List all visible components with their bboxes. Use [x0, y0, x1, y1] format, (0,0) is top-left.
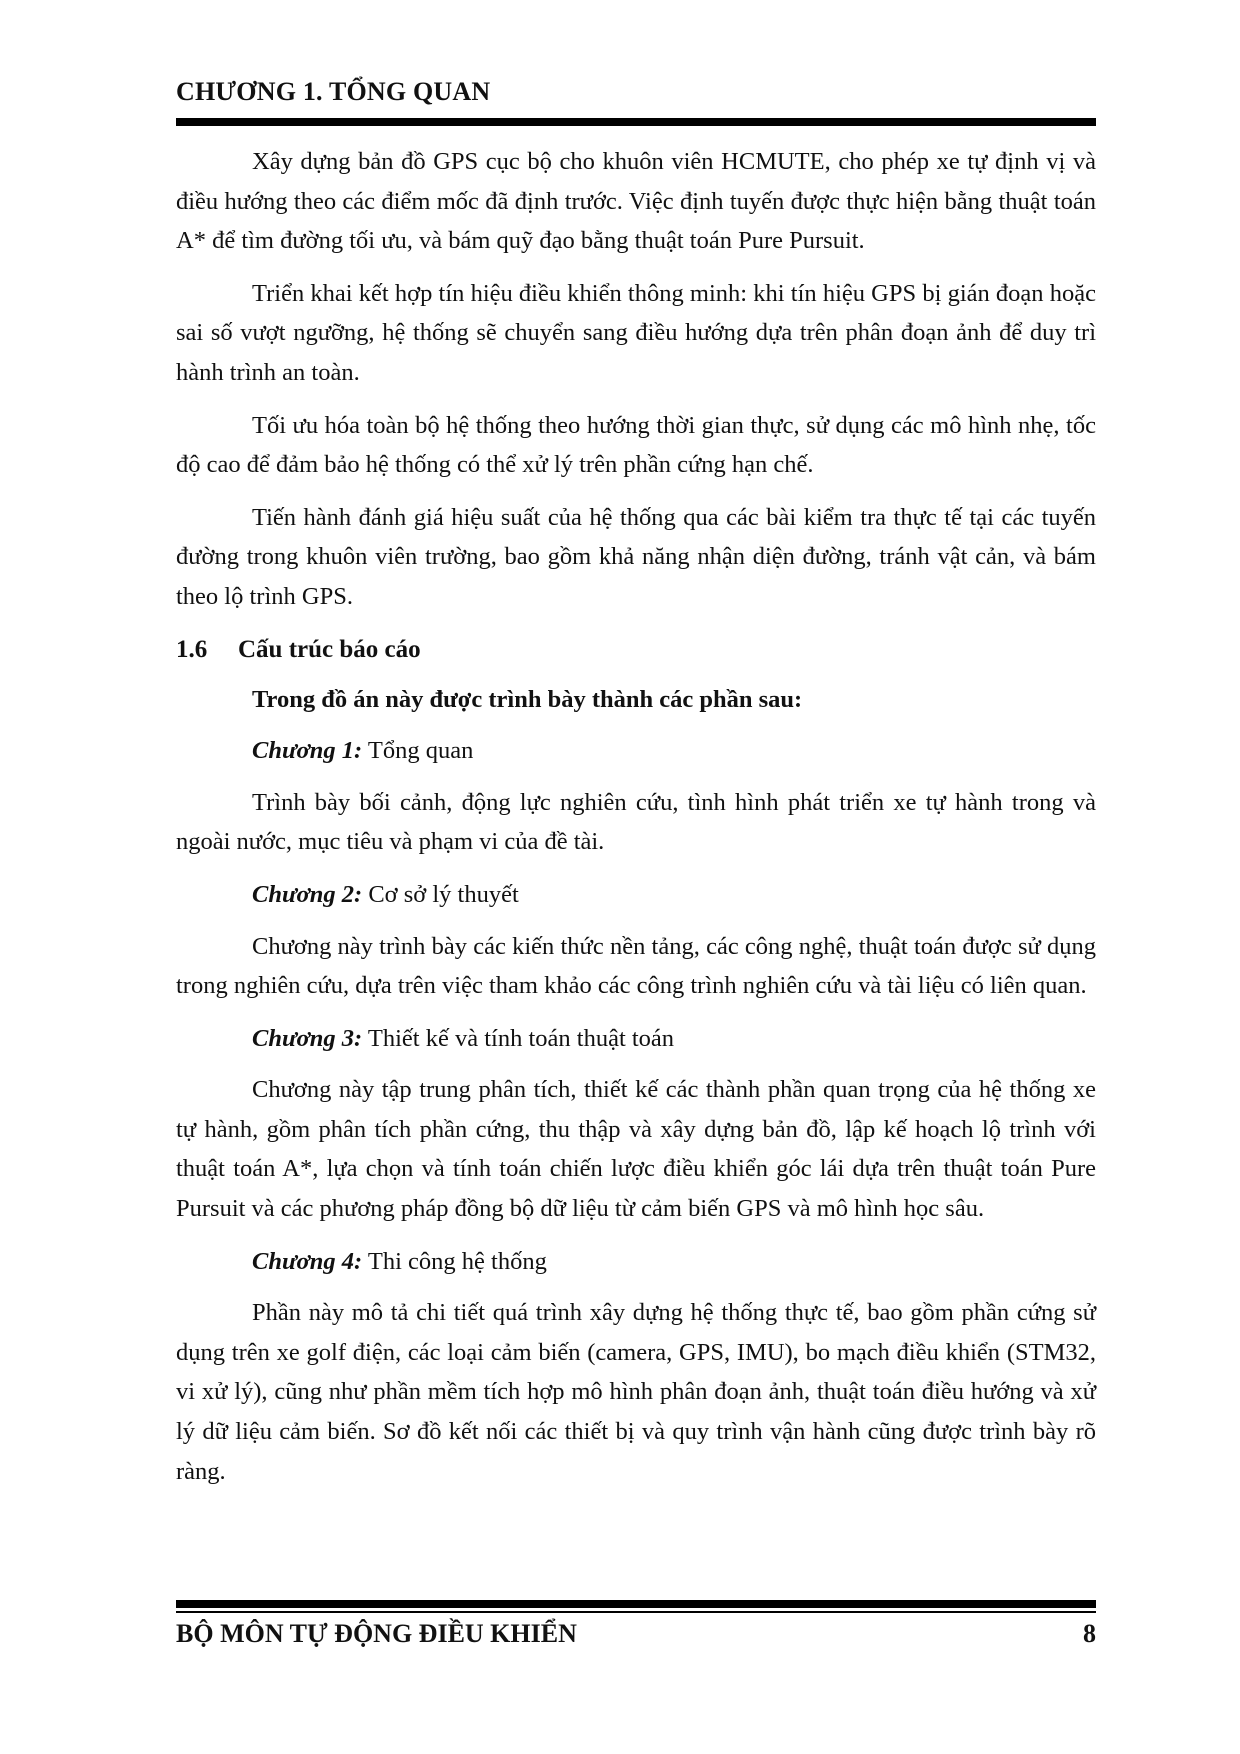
chapter-description: Phần này mô tả chi tiết quá trình xây dựng hệ thống thực tế, bao gồm phần cứng sử dụng trên xe golf điện, các loại cảm biến (camera, GPS, IMU), bo mạch điều khiển (STM32, vi xử lý), cũng như phần mềm tích hợp mô hình phân đoạn ảnh, thuật toán điều hướng và xử lý dữ liệu cảm biến. Sơ đồ kết nối các thiết bị và quy trình vận hành cũng được trình bày rõ ràng. — [176, 1299, 1096, 1485]
footer-department: BỘ MÔN TỰ ĐỘNG ĐIỀU KHIỂN — [176, 1619, 577, 1648]
chapter-description: Chương này trình bày các kiến thức nền tảng, các công nghệ, thuật toán được sử dụng trong nghiên cứu, dựa trên việc tham khảo các công trình nghiên cứu và tài liệu có liên quan. — [176, 932, 1096, 1000]
chapter-title: Tổng quan — [367, 737, 474, 765]
section-title: Cấu trúc báo cáo — [238, 635, 421, 663]
chapter-label: Chương 3: — [252, 1024, 363, 1052]
page-number: 8 — [1083, 1619, 1096, 1648]
footer-rule-thin — [176, 1611, 1096, 1613]
chapter-label: Chương 4: — [252, 1247, 363, 1275]
chapter-title: Thi công hệ thống — [367, 1247, 547, 1275]
footer-rule-thick — [176, 1600, 1096, 1608]
header-rule — [176, 118, 1096, 126]
body-paragraph: Triển khai kết hợp tín hiệu điều khiển thông minh: khi tín hiệu GPS bị gián đoạn hoặc sai số vượt ngưỡng, hệ thống sẽ chuyển sang điều hướng dựa trên phân đoạn ảnh để duy trì hành trình an toàn. — [176, 279, 1096, 386]
chapter-entry-3 — [176, 1019, 1096, 1059]
body-paragraph: Tối ưu hóa toàn bộ hệ thống theo hướng thời gian thực, sử dụng các mô hình nhẹ, tốc độ cao để đảm bảo hệ thống có thể xử lý trên phần cứng hạn chế. — [176, 411, 1096, 479]
chapter-title: Cơ sở lý thuyết — [368, 880, 519, 908]
chapter-title: Thiết kế và tính toán thuật toán — [367, 1024, 675, 1052]
page-footer — [176, 1616, 1096, 1652]
chapter-entry-2 — [176, 875, 1096, 915]
section-number: 1.6 — [176, 635, 208, 663]
page-content — [176, 142, 1096, 1504]
chapter-label: Chương 1: — [252, 737, 363, 765]
chapter-description: Chương này tập trung phân tích, thiết kế các thành phần quan trọng của hệ thống xe tự hành, gồm phân tích phần cứng, thu thập và xây dựng bản đồ, lập kế hoạch lộ trình với thuật toán A*, lựa chọn và tính toán chiến lược điều khiển góc lái dựa trên thuật toán Pure Pursuit và các phương pháp đồng bộ dữ liệu từ cảm biến GPS và mô hình học sâu. — [176, 1076, 1096, 1223]
page-header — [176, 74, 1096, 110]
body-paragraph: Tiến hành đánh giá hiệu suất của hệ thống qua các bài kiểm tra thực tế tại các tuyến đường trong khuôn viên trường, bao gồm khả năng nhận diện đường, tránh vật cản, và bám theo lộ trình GPS. — [176, 503, 1096, 610]
chapter-entry-4 — [176, 1242, 1096, 1282]
chapter-header-title: CHƯƠNG 1. TỔNG QUAN — [176, 77, 491, 106]
chapter-description: Trình bày bối cảnh, động lực nghiên cứu, tình hình phát triển xe tự hành trong và ngoài nước, mục tiêu và phạm vi của đề tài. — [176, 788, 1096, 856]
body-paragraph: Xây dựng bản đồ GPS cục bộ cho khuôn viên HCMUTE, cho phép xe tự định vị và điều hướng theo các điểm mốc đã định trước. Việc định tuyến được thực hiện bằng thuật toán A* để tìm đường tối ưu, và bám quỹ đạo bằng thuật toán Pure Pursuit. — [176, 148, 1096, 255]
section-heading — [176, 630, 1096, 670]
section-lead: Trong đồ án này được trình bày thành các phần sau: — [252, 685, 803, 713]
chapter-entry-1 — [176, 731, 1096, 771]
chapter-label: Chương 2: — [252, 880, 363, 908]
